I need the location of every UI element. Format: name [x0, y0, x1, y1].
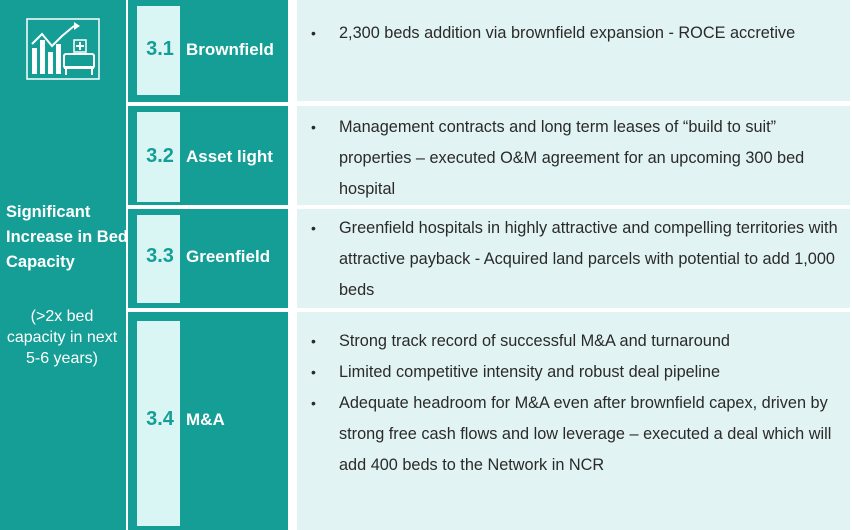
bullet-dot-icon: • [311, 333, 316, 349]
bullet-dot-icon: • [311, 395, 316, 411]
row-number: 3.4 [146, 408, 174, 430]
bullet-item [297, 112, 844, 205]
bullet-text: Adequate headroom for M&A even after brownfield capex, driven by strong free cash flows and low leverage – executed a deal which will add 400 beds to the Network in NCR [339, 394, 832, 474]
description-panel [297, 209, 850, 308]
description-panel [297, 312, 850, 530]
row-label: Greenfield [186, 247, 271, 266]
bullet-text: Management contracts and long term leases of “build to suit” properties – executed O&M agreement for an upcoming 300 bed hospital [339, 118, 805, 198]
bullet-list [297, 213, 844, 306]
hospital-growth-chart-icon [26, 18, 100, 80]
bullet-item [297, 326, 844, 357]
row-number: 3.2 [146, 145, 174, 167]
description-panel [297, 0, 850, 101]
left-summary-panel [0, 0, 126, 530]
bullet-list [297, 326, 844, 481]
row-label: M&A [186, 410, 225, 429]
bullet-text: Strong track record of successful M&A and turnaround [339, 332, 730, 350]
row-label: Brownfield [186, 40, 274, 59]
bullet-item [297, 18, 844, 49]
bullet-dot-icon: • [311, 364, 316, 380]
bullet-dot-icon: • [311, 119, 316, 135]
bullet-text: Limited competitive intensity and robust deal pipeline [339, 363, 721, 381]
bullet-item [297, 388, 844, 481]
bullet-text: 2,300 beds addition via brownfield expansion - ROCE accretive [339, 24, 796, 42]
row-label: Asset light [186, 147, 273, 166]
bullet-dot-icon: • [311, 25, 316, 41]
panel-note: (>2x bed capacity in next 5-6 years) [6, 308, 118, 367]
bullet-item [297, 357, 844, 388]
bullet-item [297, 213, 844, 306]
description-panel [297, 106, 850, 205]
bullet-list [297, 112, 844, 205]
bullet-text: Greenfield hospitals in highly attractive and compelling territories with attractive payback - Acquired land parcels with potential to add 1,000 beds [339, 219, 838, 299]
row-number: 3.1 [146, 38, 174, 60]
bullet-dot-icon: • [311, 220, 316, 236]
panel-title: Significant Increase in Bed Capacity [6, 203, 128, 271]
row-number: 3.3 [146, 245, 174, 267]
bullet-list [297, 18, 844, 49]
